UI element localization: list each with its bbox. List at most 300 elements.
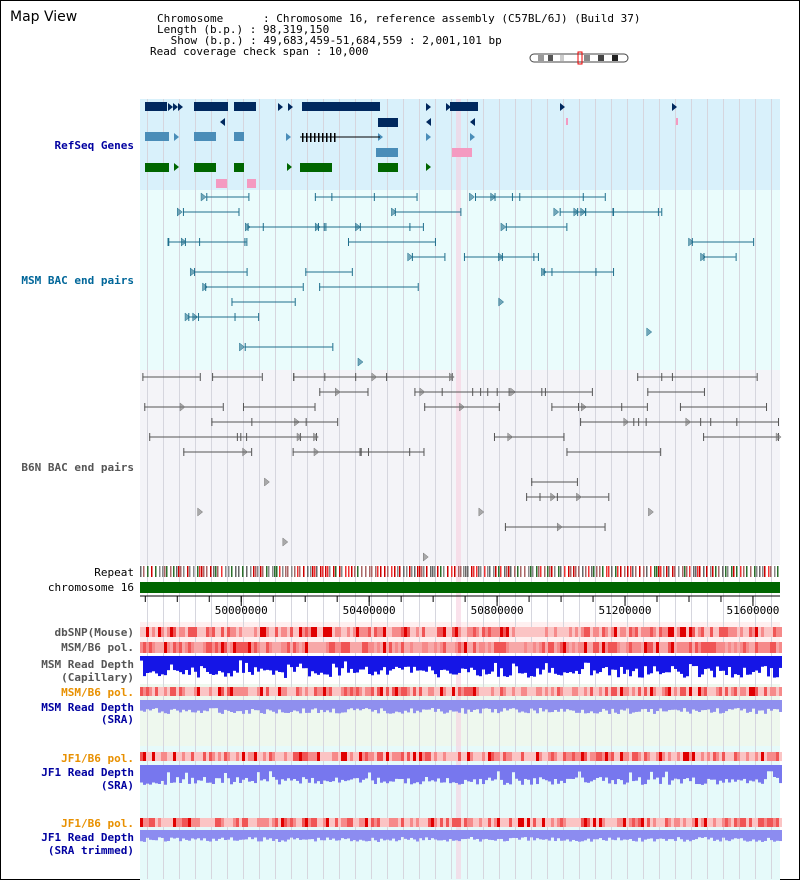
heat-cell: [686, 818, 689, 827]
heat-cell: [290, 687, 293, 696]
heat-cell: [734, 642, 737, 653]
depth-bar: [167, 765, 170, 772]
depth-bar: [173, 830, 176, 839]
heat-cell: [500, 752, 503, 761]
repeat-mark: [495, 566, 497, 577]
heat-cell: [755, 818, 758, 827]
repeat-mark: [693, 566, 695, 577]
depth-bar: [155, 700, 158, 708]
heat-cell: [197, 687, 200, 696]
depth-bar: [581, 830, 584, 841]
depth-bar: [431, 700, 434, 708]
gene-exon: [310, 133, 312, 142]
heat-cell: [713, 627, 716, 637]
repeat-mark: [325, 566, 327, 577]
depth-bar: [296, 656, 299, 667]
heat-cell: [323, 752, 326, 761]
heat-cell: [503, 818, 506, 827]
depth-bar: [434, 700, 437, 712]
heat-cell: [212, 627, 215, 637]
heat-cell: [599, 752, 602, 761]
heat-cell: [554, 627, 557, 637]
heat-cell: [158, 687, 161, 696]
heat-cell: [743, 687, 746, 696]
heat-cell: [563, 818, 566, 827]
depth-bar: [725, 830, 728, 840]
heat-cell: [212, 752, 215, 761]
depth-bar: [236, 656, 239, 673]
repeat-mark: [684, 566, 686, 577]
heat-cell: [344, 687, 347, 696]
heat-cell: [191, 642, 194, 653]
heat-cell: [401, 642, 404, 653]
heat-cell: [329, 687, 332, 696]
heat-cell: [347, 627, 350, 637]
heat-cell: [275, 627, 278, 637]
heat-cell: [407, 642, 410, 653]
track-label-b6n-bac[interactable]: B6N BAC end pairs: [21, 461, 134, 474]
bac-pair-end: [672, 373, 673, 381]
depth-bar: [356, 765, 359, 778]
heat-cell: [197, 752, 200, 761]
depth-bar: [278, 656, 281, 672]
heat-cell: [755, 752, 758, 761]
depth-bar: [602, 765, 605, 781]
depth-bar: [722, 700, 725, 713]
heat-cell: [554, 642, 557, 653]
depth-bar: [725, 765, 728, 779]
depth-bar: [431, 765, 434, 780]
heat-cell: [716, 752, 719, 761]
heat-cell: [548, 687, 551, 696]
gene-block: [145, 163, 169, 172]
heat-cell: [701, 818, 704, 827]
heat-cell: [464, 642, 467, 653]
heat-cell: [170, 687, 173, 696]
depth-bar: [302, 830, 305, 840]
heat-cell: [671, 752, 674, 761]
depth-bar: [245, 765, 248, 778]
heat-cell: [224, 642, 227, 653]
heat-cell: [677, 752, 680, 761]
heat-cell: [380, 818, 383, 827]
heat-cell: [560, 687, 563, 696]
heat-cell: [494, 627, 497, 637]
depth-bar: [602, 656, 605, 668]
depth-bar: [605, 765, 608, 778]
heat-cell: [254, 627, 257, 637]
heat-cell: [353, 752, 356, 761]
depth-bar: [380, 830, 383, 839]
depth-bar: [608, 656, 611, 675]
track-label-msm-bac[interactable]: MSM BAC end pairs: [21, 274, 134, 287]
heat-cell: [707, 687, 710, 696]
track-label-msm-depth-capillary[interactable]: MSM Read Depth: [41, 658, 134, 671]
depth-bar: [605, 656, 608, 667]
repeat-mark: [454, 566, 456, 577]
heat-cell: [278, 627, 281, 637]
heat-cell: [644, 818, 647, 827]
depth-bar: [608, 830, 611, 838]
depth-bar: [767, 700, 770, 709]
depth-bar: [302, 700, 305, 708]
depth-bar: [233, 765, 236, 782]
repeat-mark: [558, 566, 560, 577]
ideogram-band: [584, 55, 590, 61]
track-label-msm-b6-pol-2[interactable]: MSM/B6 pol.: [61, 686, 134, 699]
heat-cell: [443, 642, 446, 653]
heat-cell: [158, 627, 161, 637]
gene-block: [145, 102, 167, 111]
depth-bar: [737, 700, 740, 708]
heat-cell: [266, 818, 269, 827]
depth-bar: [179, 656, 182, 672]
heat-cell: [653, 627, 656, 637]
heat-cell: [656, 627, 659, 637]
repeat-mark: [471, 566, 473, 577]
depth-bar: [287, 765, 290, 778]
depth-bar: [305, 830, 308, 840]
depth-bar: [737, 656, 740, 675]
depth-bar: [263, 765, 266, 779]
depth-bar: [728, 765, 731, 782]
depth-bar: [599, 656, 602, 672]
heat-cell: [335, 627, 338, 637]
depth-bar: [593, 656, 596, 670]
heat-cell: [575, 627, 578, 637]
depth-bar: [143, 765, 146, 785]
heat-cell: [230, 642, 233, 653]
depth-bar: [308, 700, 311, 713]
depth-bar: [686, 765, 689, 778]
heat-cell: [176, 627, 179, 637]
heat-cell: [512, 687, 515, 696]
depth-bar: [686, 830, 689, 840]
depth-bar: [296, 700, 299, 711]
heat-cell: [698, 687, 701, 696]
depth-bar: [746, 765, 749, 783]
heat-cell: [395, 687, 398, 696]
track-label-jf1-depth-trimmed[interactable]: JF1 Read Depth: [41, 831, 134, 844]
depth-bar: [266, 656, 269, 670]
axis-tick-label: 50800000: [470, 604, 524, 617]
depth-bar: [341, 700, 344, 713]
bac-pair-end: [325, 223, 326, 231]
heat-cell: [491, 818, 494, 827]
heat-cell: [548, 818, 551, 827]
grid-line: [723, 99, 724, 879]
repeat-mark: [703, 566, 705, 577]
depth-bar: [767, 830, 770, 838]
repeat-mark: [345, 566, 347, 577]
track-label-jf1-depth-trimmed-sub: (SRA trimmed): [47, 844, 134, 857]
track-label-msm-b6-pol[interactable]: MSM/B6 pol.: [61, 641, 134, 654]
heat-cell: [290, 818, 293, 827]
depth-bar: [407, 656, 410, 667]
depth-bar: [572, 765, 575, 779]
heat-cell: [545, 818, 548, 827]
heat-cell: [227, 752, 230, 761]
depth-bar: [554, 765, 557, 779]
heat-cell: [611, 818, 614, 827]
depth-bar: [155, 830, 158, 840]
heat-cell: [380, 642, 383, 653]
depth-bar: [224, 700, 227, 710]
depth-bar: [509, 830, 512, 838]
depth-bar: [311, 765, 314, 778]
heat-cell: [554, 818, 557, 827]
depth-bar: [239, 830, 242, 840]
depth-bar: [593, 765, 596, 780]
depth-bar: [683, 765, 686, 779]
heat-cell: [587, 687, 590, 696]
repeat-mark: [538, 566, 540, 577]
heat-cell: [416, 752, 419, 761]
heat-cell: [404, 687, 407, 696]
heat-cell: [449, 642, 452, 653]
depth-bar: [266, 765, 269, 781]
heat-cell: [692, 642, 695, 653]
depth-bar: [203, 765, 206, 777]
grid-line: [659, 99, 660, 879]
heat-cell: [278, 642, 281, 653]
repeat-mark: [176, 566, 178, 577]
track-label-dbsnp[interactable]: dbSNP(Mouse): [54, 626, 134, 639]
heat-cell: [470, 642, 473, 653]
heat-cell: [326, 752, 329, 761]
heat-cell: [689, 818, 692, 827]
bac-pair-end: [538, 253, 539, 261]
heat-cell: [581, 752, 584, 761]
heat-cell: [278, 752, 281, 761]
depth-bar: [437, 765, 440, 778]
heat-cell: [344, 642, 347, 653]
bac-pair-end: [324, 223, 325, 231]
heat-cell: [461, 687, 464, 696]
heat-cell: [770, 627, 773, 637]
depth-bar: [518, 830, 521, 840]
depth-bar: [665, 830, 668, 841]
repeat-mark: [635, 566, 637, 577]
track-label-refseq[interactable]: RefSeq Genes: [54, 139, 134, 152]
depth-bar: [401, 765, 404, 779]
depth-bar: [461, 765, 464, 784]
depth-bar: [632, 700, 635, 713]
heat-cell: [635, 627, 638, 637]
depth-bar: [590, 830, 593, 842]
depth-bar: [257, 700, 260, 710]
heat-cell: [407, 752, 410, 761]
depth-bar: [563, 656, 566, 672]
heat-cell: [221, 687, 224, 696]
heat-cell: [509, 627, 512, 637]
depth-bar: [707, 700, 710, 709]
bac-pair-end: [475, 193, 476, 201]
depth-bar: [749, 700, 752, 712]
depth-bar: [524, 830, 527, 837]
depth-bar: [149, 765, 152, 785]
depth-bar: [455, 700, 458, 711]
depth-bar: [278, 765, 281, 784]
depth-bar: [161, 656, 164, 674]
depth-bar: [557, 765, 560, 784]
depth-bar: [626, 765, 629, 783]
depth-bar: [617, 700, 620, 714]
depth-bar: [263, 830, 266, 837]
heat-cell: [209, 642, 212, 653]
depth-bar: [209, 656, 212, 674]
bac-pair-end: [487, 388, 488, 396]
depth-bar: [776, 765, 779, 778]
depth-bar: [515, 765, 518, 779]
depth-bar: [308, 656, 311, 676]
track-label-jf1-b6-pol-2[interactable]: JF1/B6 pol.: [61, 817, 134, 830]
depth-bar: [626, 700, 629, 708]
repeat-mark: [746, 566, 748, 577]
repeat-mark: [591, 566, 593, 577]
depth-bar: [257, 765, 260, 772]
heat-cell: [152, 627, 155, 637]
heat-cell: [485, 752, 488, 761]
heat-cell: [671, 687, 674, 696]
depth-bar: [329, 765, 332, 782]
depth-bar: [485, 830, 488, 839]
heat-cell: [146, 818, 149, 827]
heat-cell: [413, 687, 416, 696]
heat-cell: [227, 627, 230, 637]
depth-bar: [254, 830, 257, 838]
depth-bar: [299, 656, 302, 664]
depth-bar: [227, 765, 230, 778]
heat-cell: [758, 752, 761, 761]
track-label-chromosome: chromosome 16: [47, 581, 134, 594]
heat-cell: [698, 642, 701, 653]
track-label-jf1-depth[interactable]: JF1 Read Depth: [41, 766, 134, 779]
depth-bar: [404, 700, 407, 711]
depth-bar: [242, 765, 245, 780]
depth-bar: [416, 830, 419, 842]
track-label-jf1-b6-pol[interactable]: JF1/B6 pol.: [61, 752, 134, 765]
heat-cell: [746, 642, 749, 653]
depth-bar: [692, 656, 695, 666]
heat-cell: [149, 642, 152, 653]
heat-cell: [215, 752, 218, 761]
heat-cell: [476, 642, 479, 653]
heat-cell: [719, 818, 722, 827]
grid-line: [195, 99, 196, 879]
depth-bar: [584, 700, 587, 713]
heat-cell: [731, 687, 734, 696]
heat-cell: [278, 818, 281, 827]
depth-bar: [209, 765, 212, 783]
depth-bar: [449, 656, 452, 674]
heat-cell: [614, 642, 617, 653]
heat-cell: [314, 818, 317, 827]
heat-cell: [758, 642, 761, 653]
track-label-msm-depth-sra[interactable]: MSM Read Depth: [41, 701, 134, 714]
heat-cell: [725, 687, 728, 696]
bac-pair-end: [183, 448, 184, 456]
depth-bar: [512, 700, 515, 708]
track-label-msm-depth-sra-sub: (SRA): [100, 713, 134, 726]
heat-cell: [590, 818, 593, 827]
grid-line: [275, 99, 276, 879]
heat-cell: [392, 687, 395, 696]
heat-cell: [449, 687, 452, 696]
heat-cell: [299, 642, 302, 653]
repeat-mark: [421, 566, 423, 577]
gene-block: [452, 148, 472, 157]
depth-bar: [710, 700, 713, 713]
depth-bar: [548, 700, 551, 712]
depth-bar: [503, 830, 506, 841]
heat-cell: [605, 687, 608, 696]
heat-cell: [767, 642, 770, 653]
heat-cell: [767, 687, 770, 696]
depth-bar: [164, 830, 167, 841]
heat-cell: [236, 687, 239, 696]
heat-cell: [428, 642, 431, 653]
repeat-mark: [754, 566, 756, 577]
heat-cell: [347, 752, 350, 761]
heat-cell: [674, 818, 677, 827]
heat-cell: [179, 818, 182, 827]
heat-cell: [440, 627, 443, 637]
depth-bar: [413, 656, 416, 667]
depth-bar: [470, 656, 473, 668]
heat-cell: [152, 752, 155, 761]
heat-cell: [734, 818, 737, 827]
depth-bar: [650, 765, 653, 772]
heat-cell: [578, 752, 581, 761]
depth-bar: [683, 656, 686, 678]
grid-line: [755, 99, 756, 879]
heat-cell: [161, 627, 164, 637]
depth-bar: [698, 830, 701, 837]
depth-bar: [248, 656, 251, 672]
heat-cell: [692, 752, 695, 761]
repeat-mark: [500, 566, 502, 577]
heat-cell: [491, 687, 494, 696]
heat-cell: [476, 687, 479, 696]
depth-bar: [467, 700, 470, 710]
heat-cell: [341, 818, 344, 827]
depth-bar: [671, 765, 674, 780]
depth-bar: [404, 830, 407, 839]
depth-bar: [500, 700, 503, 712]
heat-cell: [413, 818, 416, 827]
repeat-mark: [235, 566, 237, 577]
heat-cell: [713, 818, 716, 827]
heat-cell: [197, 627, 200, 637]
depth-bar: [332, 830, 335, 839]
depth-bar: [317, 700, 320, 713]
heat-cell: [569, 752, 572, 761]
heat-cell: [647, 627, 650, 637]
heat-cell: [149, 687, 152, 696]
depth-bar: [503, 656, 506, 676]
depth-bar: [362, 656, 365, 669]
heat-cell: [350, 818, 353, 827]
heat-cell: [158, 752, 161, 761]
heat-cell: [611, 627, 614, 637]
depth-bar: [752, 830, 755, 839]
depth-bar: [383, 765, 386, 782]
heat-cell: [449, 818, 452, 827]
bac-pair-end: [680, 403, 681, 411]
heat-cell: [596, 818, 599, 827]
heat-cell: [488, 752, 491, 761]
